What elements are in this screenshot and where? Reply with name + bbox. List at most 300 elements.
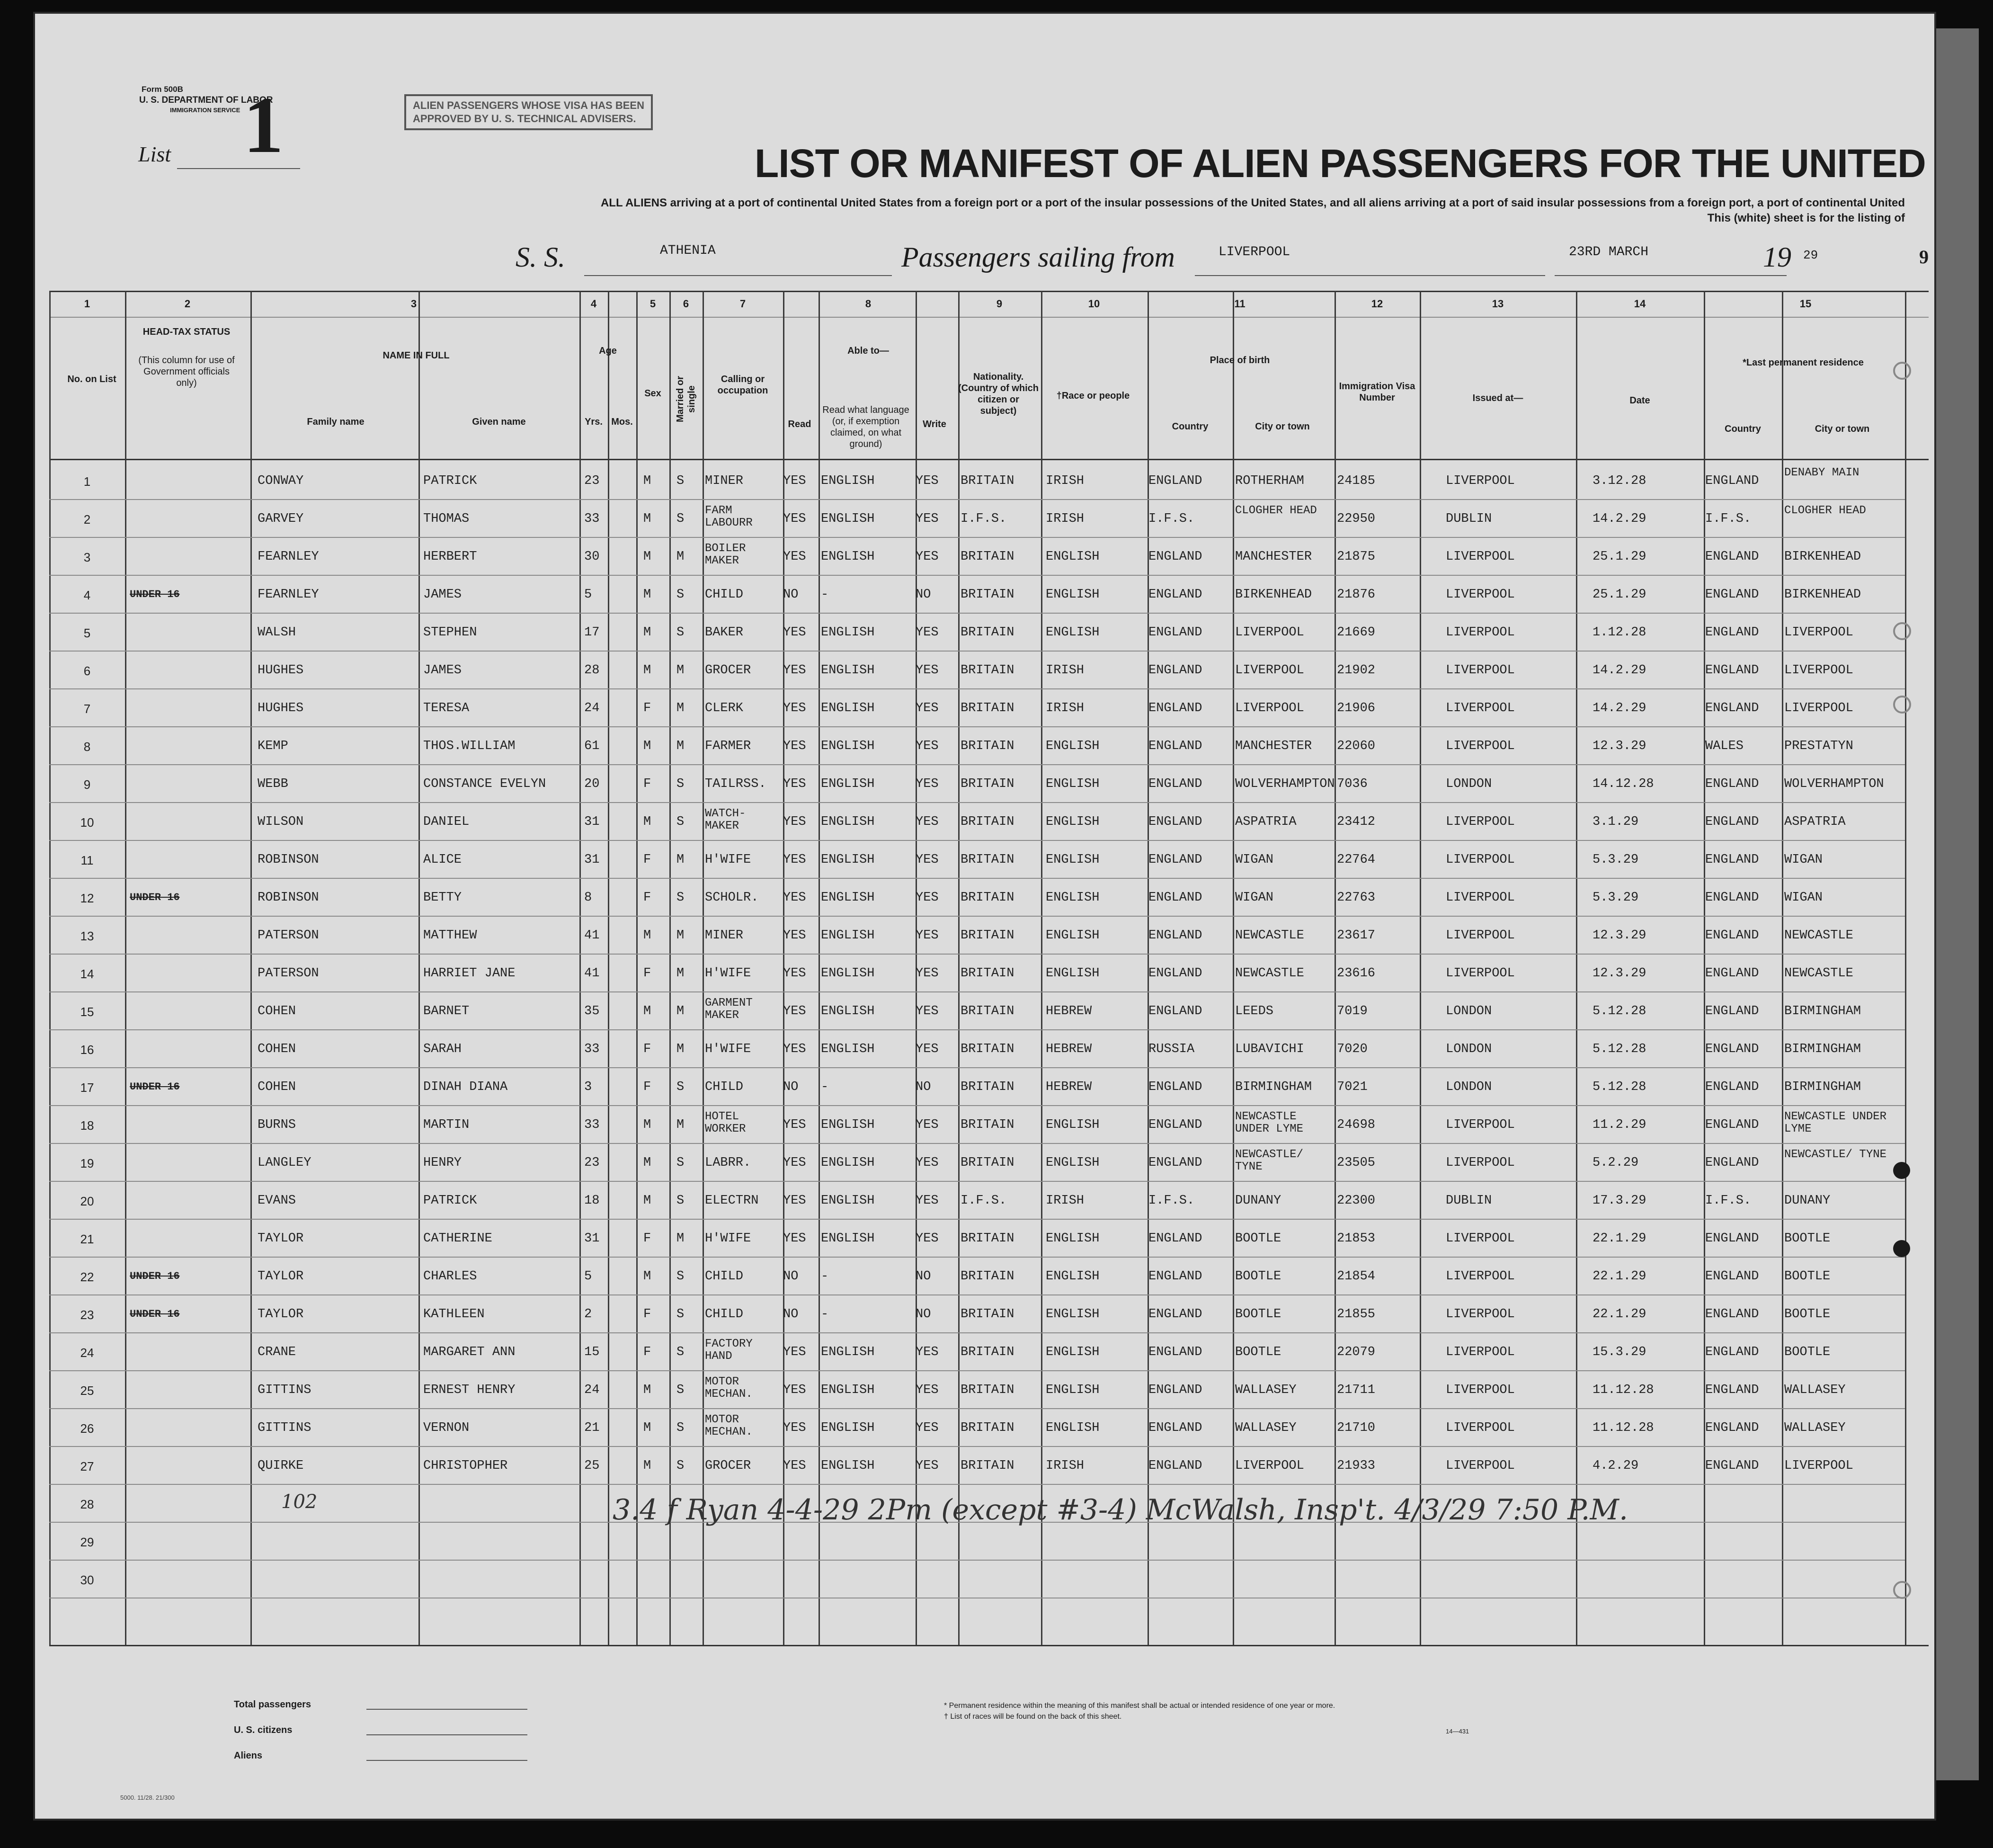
visa-approval-stamp (404, 94, 653, 130)
visa-date: 22.1.29 (1593, 1307, 1646, 1321)
residence-city: BOOTLE (1784, 1269, 1831, 1284)
family-name: TAYLOR (258, 1269, 304, 1284)
age-years: 35 (584, 1004, 600, 1018)
aliens-label: Aliens (234, 1750, 263, 1761)
given-name: JAMES (423, 663, 462, 678)
issued-at: LIVERPOOL (1446, 1269, 1515, 1284)
visa-number: 7036 (1337, 777, 1368, 791)
race: ENGLISH (1046, 550, 1100, 564)
column-divider (703, 291, 704, 1645)
service-label: IMMIGRATION SERVICE (170, 107, 240, 114)
column-divider (579, 291, 581, 1645)
race: IRISH (1046, 474, 1085, 488)
visa-date: 22.1.29 (1593, 1232, 1646, 1246)
sex: M (643, 1194, 651, 1208)
occupation: H'WIFE (705, 966, 751, 981)
row-number: 4 (83, 588, 91, 602)
issued-at: LIVERPOOL (1446, 474, 1515, 488)
residence-city: WIGAN (1784, 853, 1823, 867)
nationality: BRITAIN (961, 1307, 1014, 1321)
can-write: YES (916, 1194, 939, 1208)
given-name: VERNON (423, 1421, 470, 1435)
visa-number: 21853 (1337, 1232, 1376, 1246)
read-language: ENGLISH (821, 663, 875, 678)
nationality: BRITAIN (961, 701, 1014, 715)
can-read: YES (783, 1004, 806, 1018)
residence-city: BIRMINGHAM (1784, 1080, 1861, 1094)
sex: F (643, 1042, 651, 1056)
residence-country: ENGLAND (1705, 588, 1759, 602)
sex: M (643, 512, 651, 526)
given-name: HENRY (423, 1156, 462, 1170)
residence-city: WOLVERHAMPTON (1784, 777, 1884, 791)
column-number: 5 (650, 298, 656, 310)
race: ENGLISH (1046, 1269, 1100, 1284)
age-years: 25 (584, 1459, 600, 1473)
issued-at: LIVERPOOL (1446, 739, 1515, 753)
column-number: 13 (1492, 298, 1504, 310)
row-number: 2 (83, 512, 91, 527)
marital-status: M (676, 663, 685, 678)
nationality: BRITAIN (961, 1383, 1014, 1397)
header-issued-at: Issued at— (1472, 393, 1523, 403)
given-name: HERBERT (423, 550, 477, 564)
residence-city: BIRKENHEAD (1784, 588, 1861, 602)
age-years: 18 (584, 1194, 600, 1208)
can-read: YES (783, 550, 806, 564)
issued-at: LONDON (1446, 1042, 1492, 1056)
residence-country: ENGLAND (1705, 1080, 1759, 1094)
can-read: YES (783, 815, 806, 829)
nationality: BRITAIN (961, 1232, 1014, 1246)
visa-number: 21875 (1337, 550, 1376, 564)
passenger-count: 102 (281, 1491, 318, 1513)
marital-status: S (676, 1383, 685, 1397)
residence-country: ENGLAND (1705, 1156, 1759, 1170)
row-divider (49, 537, 1905, 538)
birth-country: ENGLAND (1148, 928, 1202, 943)
residence-city: WALLASEY (1784, 1421, 1846, 1435)
page-title: LIST OR MANIFEST OF ALIEN PASSENGERS FOR THE UNITED (755, 141, 1926, 186)
sex: M (643, 815, 651, 829)
sex: M (643, 550, 651, 564)
occupation: H'WIFE (705, 1232, 751, 1246)
occupation: BAKER (705, 625, 744, 640)
read-language: ENGLISH (821, 1194, 875, 1208)
family-name: CRANE (258, 1345, 296, 1359)
form-number: Form 500B (142, 85, 183, 94)
nationality: BRITAIN (961, 588, 1014, 602)
age-years: 23 (584, 1156, 600, 1170)
occupation: MOTOR MECHAN. (705, 1375, 753, 1401)
column-number: 9 (996, 298, 1003, 310)
marital-status: S (676, 777, 685, 791)
family-name: WEBB (258, 777, 288, 791)
visa-date: 12.3.29 (1593, 928, 1646, 943)
sex: M (643, 588, 651, 602)
visa-number: 22060 (1337, 739, 1376, 753)
row-number: 10 (80, 815, 94, 830)
given-name: CHARLES (423, 1269, 477, 1284)
can-write: NO (916, 1080, 931, 1094)
can-read: YES (783, 474, 806, 488)
visa-date: 3.1.29 (1593, 815, 1639, 829)
can-read: YES (783, 853, 806, 867)
can-read: NO (783, 1269, 799, 1284)
birth-city: NEWCASTLE (1235, 928, 1304, 943)
residence-city: BOOTLE (1784, 1345, 1831, 1359)
column-divider (1335, 291, 1336, 1645)
nationality: BRITAIN (961, 739, 1014, 753)
visa-number: 21876 (1337, 588, 1376, 602)
age-years: 5 (584, 588, 592, 602)
year-prefix: 19 (1763, 241, 1791, 273)
visa-number: 7021 (1337, 1080, 1368, 1094)
row-number: 23 (80, 1308, 94, 1322)
residence-country: ENGLAND (1705, 966, 1759, 981)
residence-city: DENABY MAIN (1784, 466, 1860, 479)
nationality: BRITAIN (961, 550, 1014, 564)
birth-country: ENGLAND (1148, 1118, 1202, 1132)
visa-number: 21906 (1337, 701, 1376, 715)
family-name: CONWAY (258, 474, 304, 488)
residence-city: PRESTATYN (1784, 739, 1853, 753)
header-head-tax: HEAD-TAX STATUS (142, 327, 231, 337)
row-number: 12 (80, 891, 94, 905)
read-language: ENGLISH (821, 815, 875, 829)
visa-date: 25.1.29 (1593, 550, 1646, 564)
column-number: 3 (410, 298, 417, 310)
row-divider (49, 764, 1905, 765)
given-name: ALICE (423, 853, 462, 867)
issued-at: LIVERPOOL (1446, 853, 1515, 867)
visa-date: 15.3.29 (1593, 1345, 1646, 1359)
occupation: SCHOLR. (705, 891, 759, 905)
nationality: BRITAIN (961, 1459, 1014, 1473)
birth-city: NEWCASTLE/ TYNE (1235, 1148, 1304, 1173)
column-divider (1576, 291, 1577, 1645)
given-name: CHRISTOPHER (423, 1459, 508, 1473)
birth-city: LIVERPOOL (1235, 663, 1304, 678)
can-write: YES (916, 1042, 939, 1056)
age-years: 3 (584, 1080, 592, 1094)
occupation: HOTEL WORKER (705, 1110, 746, 1135)
column-divider (125, 291, 126, 1645)
given-name: THOMAS (423, 512, 470, 526)
birth-city: LEEDS (1235, 1004, 1274, 1018)
race: IRISH (1046, 1459, 1085, 1473)
column-divider (958, 291, 960, 1645)
residence-country: ENGLAND (1705, 663, 1759, 678)
sex: M (643, 928, 651, 943)
nationality: BRITAIN (961, 625, 1014, 640)
residence-country: ENGLAND (1705, 853, 1759, 867)
marital-status: S (676, 1156, 685, 1170)
issued-at: LONDON (1446, 1004, 1492, 1018)
sex: F (643, 777, 651, 791)
marital-status: S (676, 474, 685, 488)
visa-date: 12.3.29 (1593, 739, 1646, 753)
residence-country: ENGLAND (1705, 625, 1759, 640)
row-divider (49, 1105, 1905, 1106)
nationality: I.F.S. (961, 1194, 1007, 1208)
marital-status: S (676, 1459, 685, 1473)
marital-status: M (676, 1118, 685, 1132)
header-occupation: Calling or occupation (717, 374, 768, 396)
nationality: BRITAIN (961, 1269, 1014, 1284)
age-years: 21 (584, 1421, 600, 1435)
can-read: YES (783, 777, 806, 791)
race: ENGLISH (1046, 1156, 1100, 1170)
header-race: †Race or people (1056, 391, 1130, 401)
column-divider (669, 291, 671, 1645)
read-language: ENGLISH (821, 550, 875, 564)
aliens-line (366, 1760, 527, 1761)
issued-at: LIVERPOOL (1446, 1156, 1515, 1170)
row-divider (49, 1560, 1905, 1561)
given-name: SARAH (423, 1042, 462, 1056)
row-number: 16 (80, 1043, 94, 1057)
given-name: JAMES (423, 588, 462, 602)
occupation: TAILRSS. (705, 777, 766, 791)
can-read: YES (783, 1042, 806, 1056)
visa-date: 5.12.28 (1593, 1080, 1646, 1094)
row-divider (49, 802, 1905, 803)
issued-at: LIVERPOOL (1446, 1459, 1515, 1473)
birth-country: ENGLAND (1148, 777, 1202, 791)
can-write: YES (916, 1156, 939, 1170)
issued-at: LIVERPOOL (1446, 588, 1515, 602)
marital-status: S (676, 1194, 685, 1208)
can-write: YES (916, 663, 939, 678)
can-write: YES (916, 1345, 939, 1359)
inspector-signoff: 3.4 f Ryan 4-4-29 2Pm (except #3-4) McWalsh, Insp't. 4/3/29 7:50 P.M. (613, 1493, 1628, 1527)
given-name: CONSTANCE EVELYN (423, 777, 546, 791)
can-write: YES (916, 815, 939, 829)
read-language: ENGLISH (821, 512, 875, 526)
visa-number: 7019 (1337, 1004, 1368, 1018)
head-tax-status: UNDER 16 (130, 892, 180, 903)
occupation: CLERK (705, 701, 744, 715)
residence-city: LIVERPOOL (1784, 663, 1853, 678)
header-married-single: Married or single (675, 376, 697, 422)
family-name: GARVEY (258, 512, 304, 526)
issued-at: LIVERPOOL (1446, 1345, 1515, 1359)
age-years: 24 (584, 1383, 600, 1397)
row-number: 26 (80, 1421, 94, 1436)
nationality: I.F.S. (961, 512, 1007, 526)
column-divider (1420, 291, 1421, 1645)
race: ENGLISH (1046, 815, 1100, 829)
sex: M (643, 1118, 651, 1132)
given-name: TERESA (423, 701, 470, 715)
sex: M (643, 1156, 651, 1170)
header-birth-city: City or town (1255, 421, 1310, 432)
row-number: 14 (80, 967, 94, 981)
birth-city: LIVERPOOL (1235, 1459, 1304, 1473)
visa-number: 21933 (1337, 1459, 1376, 1473)
visa-number: 22764 (1337, 853, 1376, 867)
race: ENGLISH (1046, 1383, 1100, 1397)
binder-hole (1893, 696, 1911, 714)
given-name: CATHERINE (423, 1232, 492, 1246)
occupation: MINER (705, 474, 744, 488)
can-write: YES (916, 1383, 939, 1397)
family-name: PATERSON (258, 928, 319, 943)
age-years: 28 (584, 663, 600, 678)
column-divider (1905, 291, 1906, 1645)
read-language: ENGLISH (821, 701, 875, 715)
birth-country: ENGLAND (1148, 1269, 1202, 1284)
marital-status: M (676, 701, 685, 715)
nationality: BRITAIN (961, 1042, 1014, 1056)
header-sex: Sex (644, 388, 661, 399)
visa-date: 25.1.29 (1593, 588, 1646, 602)
column-divider (1782, 291, 1783, 1645)
header-age-mos: Mos. (611, 417, 633, 427)
row-divider (49, 1143, 1905, 1144)
can-write: YES (916, 550, 939, 564)
visa-number: 7020 (1337, 1042, 1368, 1056)
occupation: WATCH- MAKER (705, 807, 746, 832)
manifest-sheet (33, 12, 1936, 1821)
can-write: NO (916, 588, 931, 602)
visa-date: 14.2.29 (1593, 701, 1646, 715)
row-divider (49, 651, 1905, 652)
can-read: YES (783, 663, 806, 678)
row-divider (49, 1408, 1905, 1409)
marital-status: M (676, 853, 685, 867)
age-years: 17 (584, 625, 600, 640)
column-number-row-border (49, 317, 1929, 318)
sex: F (643, 1080, 651, 1094)
nationality: BRITAIN (961, 474, 1014, 488)
sailing-label: Passengers sailing from (901, 241, 1175, 273)
year-suffix: 29 (1803, 248, 1818, 262)
row-divider (49, 1219, 1905, 1220)
read-language: ENGLISH (821, 928, 875, 943)
occupation: FARMER (705, 739, 751, 753)
residence-city: BIRKENHEAD (1784, 550, 1861, 564)
age-years: 5 (584, 1269, 592, 1284)
family-name: TAYLOR (258, 1232, 304, 1246)
can-write: YES (916, 512, 939, 526)
column-divider (636, 291, 638, 1645)
family-name: PATERSON (258, 966, 319, 981)
binder-hole (1893, 1162, 1910, 1179)
race: HEBREW (1046, 1042, 1092, 1056)
nationality: BRITAIN (961, 928, 1014, 943)
column-divider (49, 291, 51, 1645)
age-years: 2 (584, 1307, 592, 1321)
visa-date: 5.2.29 (1593, 1156, 1639, 1170)
header-date: Date (1629, 395, 1650, 406)
print-code: 5000. 11/28. 21/300 (120, 1794, 175, 1801)
residence-city: LIVERPOOL (1784, 1459, 1853, 1473)
can-read: YES (783, 1194, 806, 1208)
residence-country: ENGLAND (1705, 1004, 1759, 1018)
visa-date: 5.3.29 (1593, 853, 1639, 867)
read-language: ENGLISH (821, 1156, 875, 1170)
can-write: YES (916, 474, 939, 488)
header-res-city: City or town (1815, 424, 1870, 434)
marital-status: M (676, 1232, 685, 1246)
row-divider (49, 1257, 1905, 1258)
header-given-name: Given name (472, 417, 526, 427)
given-name: MARGARET ANN (423, 1345, 516, 1359)
birth-city: DUNANY (1235, 1194, 1281, 1208)
given-name: STEPHEN (423, 625, 477, 640)
birth-city: WALLASEY (1235, 1383, 1297, 1397)
total-passengers-label: Total passengers (234, 1699, 311, 1710)
birth-country: RUSSIA (1148, 1042, 1195, 1056)
binder-hole (1893, 362, 1911, 380)
row-number: 3 (83, 550, 91, 564)
residence-country: ENGLAND (1705, 1421, 1759, 1435)
sex: F (643, 1307, 651, 1321)
nationality: BRITAIN (961, 966, 1014, 981)
visa-date: 11.12.28 (1593, 1383, 1654, 1397)
form-code: 14—431 (1446, 1728, 1469, 1735)
family-name: ROBINSON (258, 853, 319, 867)
birth-city: WIGAN (1235, 853, 1274, 867)
row-number: 7 (83, 702, 91, 716)
row-divider (49, 1029, 1905, 1030)
residence-city: CLOGHER HEAD (1784, 504, 1866, 517)
header-age: Age (599, 346, 617, 356)
visa-number: 24185 (1337, 474, 1376, 488)
list-label: List (138, 142, 171, 166)
port-underline (1195, 275, 1545, 276)
issued-at: LIVERPOOL (1446, 966, 1515, 981)
column-divider (418, 291, 420, 1645)
family-name: EVANS (258, 1194, 296, 1208)
visa-number: 23505 (1337, 1156, 1376, 1170)
birth-country: ENGLAND (1148, 701, 1202, 715)
issued-at: LIVERPOOL (1446, 1383, 1515, 1397)
visa-date: 14.2.29 (1593, 512, 1646, 526)
residence-country: ENGLAND (1705, 928, 1759, 943)
row-number: 30 (80, 1573, 94, 1587)
marital-status: M (676, 1042, 685, 1056)
visa-number: 23412 (1337, 815, 1376, 829)
can-write: YES (916, 1232, 939, 1246)
can-write: YES (916, 928, 939, 943)
issued-at: LIVERPOOL (1446, 663, 1515, 678)
visa-date: 22.1.29 (1593, 1269, 1646, 1284)
occupation: GARMENT MAKER (705, 997, 753, 1022)
sex: M (643, 663, 651, 678)
residence-city: DUNANY (1784, 1194, 1831, 1208)
row-divider (49, 1446, 1905, 1447)
column-number: 15 (1799, 298, 1812, 310)
subtitle: ALL ALIENS arriving at a port of continental United States from a foreign port or a port of the insular possessions of the United States, and all aliens arriving at a port of said insular possessions from a foreign port, a port of continental United (600, 196, 1905, 209)
can-write: YES (916, 739, 939, 753)
read-language: ENGLISH (821, 853, 875, 867)
issued-at: DUBLIN (1446, 512, 1492, 526)
can-write: YES (916, 853, 939, 867)
read-language: - (821, 588, 829, 602)
sex: M (643, 1421, 651, 1435)
column-number: 10 (1088, 298, 1100, 310)
age-years: 30 (584, 550, 600, 564)
can-read: YES (783, 512, 806, 526)
head-tax-status: UNDER 16 (130, 1270, 180, 1282)
family-name: FEARNLEY (258, 588, 319, 602)
race: ENGLISH (1046, 1345, 1100, 1359)
residence-country: ENGLAND (1705, 474, 1759, 488)
column-number: 6 (683, 298, 689, 310)
